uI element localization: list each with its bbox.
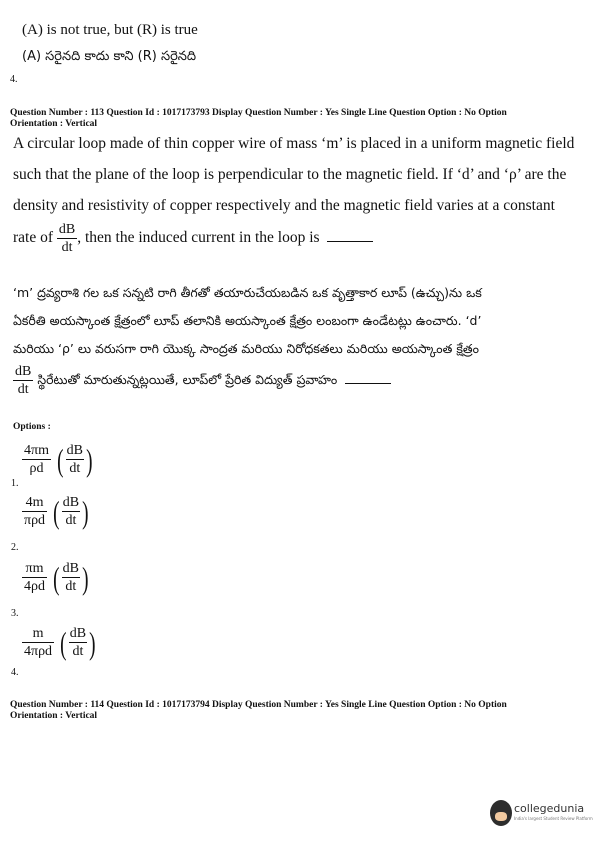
option-denominator: πρd — [24, 513, 46, 528]
option-1[interactable] — [22, 442, 95, 477]
dbdt-denominator: dt — [65, 513, 77, 528]
q114-meta-line2: Orientation : Vertical — [10, 711, 98, 721]
q113-en-line2: such that the plane of the loop is perpendicular to the magnetic field. If ‘d’ and ‘ρ’ are the — [13, 166, 567, 183]
options-label: Options : — [13, 422, 51, 432]
answer-blank — [345, 383, 391, 384]
q113-meta-line1: Question Number : 113 Question Id : 1017173793 Display Question Number : Yes Single Line Question Option : No Option — [10, 108, 507, 118]
q113-te-line3: మరియు ‘ρ’ లు వరుసగా రాగి యొక్క సాంద్రత మరియు నిరోధకతలు మరియు అయస్కాంత క్షేత్రం — [13, 341, 479, 356]
option-2[interactable] — [22, 494, 91, 529]
right-paren: ) — [82, 559, 89, 596]
q113-te-line4 — [13, 363, 588, 398]
q113-meta-line2: Orientation : Vertical — [10, 119, 98, 129]
option-4[interactable] — [22, 625, 98, 660]
q113-meta — [10, 108, 585, 130]
option-4-number: 4. — [11, 667, 19, 678]
dbdt-numerator: dB — [62, 495, 80, 510]
left-paren: ( — [53, 559, 60, 596]
frac-denominator: dt — [17, 382, 29, 397]
q113-te-dbdt-fraction — [13, 363, 33, 398]
prev-option-te: (A) సరైనది కాదు కాని (R) సరైనది — [22, 49, 197, 64]
option-3-number: 3. — [11, 608, 19, 619]
q113-te-line4-text: స్థిరేటుతో మారుతున్నట్లయితే, లూప్‌లో ప్రేరిత విద్యుత్ ప్రవాహం — [37, 372, 338, 387]
q113-rate-prefix: rate of — [13, 229, 54, 247]
dbdt-denominator: dt — [65, 579, 77, 594]
option-numerator: 4πm — [24, 443, 49, 458]
right-paren: ) — [86, 441, 93, 478]
prev-option-en: (A) is not true, but (R) is true — [22, 22, 198, 38]
dbdt-denominator: dt — [72, 644, 84, 659]
q113-en-line4 — [13, 221, 588, 256]
q114-meta-line1: Question Number : 114 Question Id : 1017173794 Display Question Number : Yes Single Line Question Option : No Option — [10, 700, 507, 710]
option-fraction — [22, 442, 51, 477]
q114-meta — [10, 700, 585, 722]
q113-dbdt-fraction — [57, 221, 77, 256]
collegedunia-logo — [490, 800, 593, 832]
frac-numerator: dB — [15, 364, 32, 379]
right-paren: ) — [89, 624, 96, 661]
left-paren: ( — [60, 624, 67, 661]
mascot-icon — [490, 800, 512, 826]
option-2-number: 2. — [11, 542, 19, 553]
option-dbdt — [62, 560, 80, 595]
q113-te-line1: ‘m’ ద్రవ్యరాశి గల ఒక సన్నటి రాగి తీగతో తయారుచేయబడిన ఒక వృత్తాకార లూప్ (ఉచ్చు)ను ఒక — [13, 285, 482, 300]
q113-telugu-text — [13, 279, 588, 398]
q113-te-line2: ఏకరీతి అయస్కాంత క్షేత్రంలో లూప్ తలానికి అయస్కాంత క్షేత్రం లంబంగా ఉండేటట్లు ఉంచారు. ‘d’ — [13, 313, 482, 328]
option-denominator: ρd — [29, 461, 44, 476]
brand-name: collegedunia — [514, 802, 585, 815]
q113-rate-suffix: , then the induced current in the loop is — [77, 229, 320, 247]
option-numerator: 4m — [22, 494, 47, 512]
left-paren: ( — [57, 441, 64, 478]
option-numerator: m — [22, 625, 54, 643]
option-fraction — [22, 494, 47, 529]
q113-en-line3: density and resistivity of copper respectively and the magnetic field varies at a constant — [13, 197, 555, 214]
q113-english-text — [13, 128, 588, 256]
option-dbdt — [69, 625, 87, 660]
option-dbdt — [66, 442, 84, 477]
option-3[interactable] — [22, 560, 91, 595]
dbdt-numerator: dB — [62, 561, 79, 576]
option-numerator: πm — [22, 560, 47, 578]
answer-blank — [327, 241, 373, 242]
right-paren: ) — [82, 493, 89, 530]
frac-numerator: dB — [58, 222, 76, 237]
left-paren: ( — [53, 493, 60, 530]
q113-en-line1: A circular loop made of thin copper wire of mass ‘m’ is placed in a uniform magnetic field — [13, 135, 575, 152]
prev-option-number: 4. — [10, 74, 18, 85]
brand-tagline: India's largest Student Review Platform — [514, 816, 593, 821]
option-fraction — [22, 625, 54, 660]
frac-denominator: dt — [61, 240, 73, 255]
option-fraction — [22, 560, 47, 595]
option-dbdt — [62, 494, 80, 529]
dbdt-numerator: dB — [66, 443, 83, 458]
dbdt-numerator: dB — [69, 626, 87, 641]
option-denominator: 4πρd — [24, 644, 53, 659]
option-1-number: 1. — [11, 478, 19, 489]
dbdt-denominator: dt — [69, 461, 81, 476]
option-denominator: 4ρd — [24, 579, 45, 594]
